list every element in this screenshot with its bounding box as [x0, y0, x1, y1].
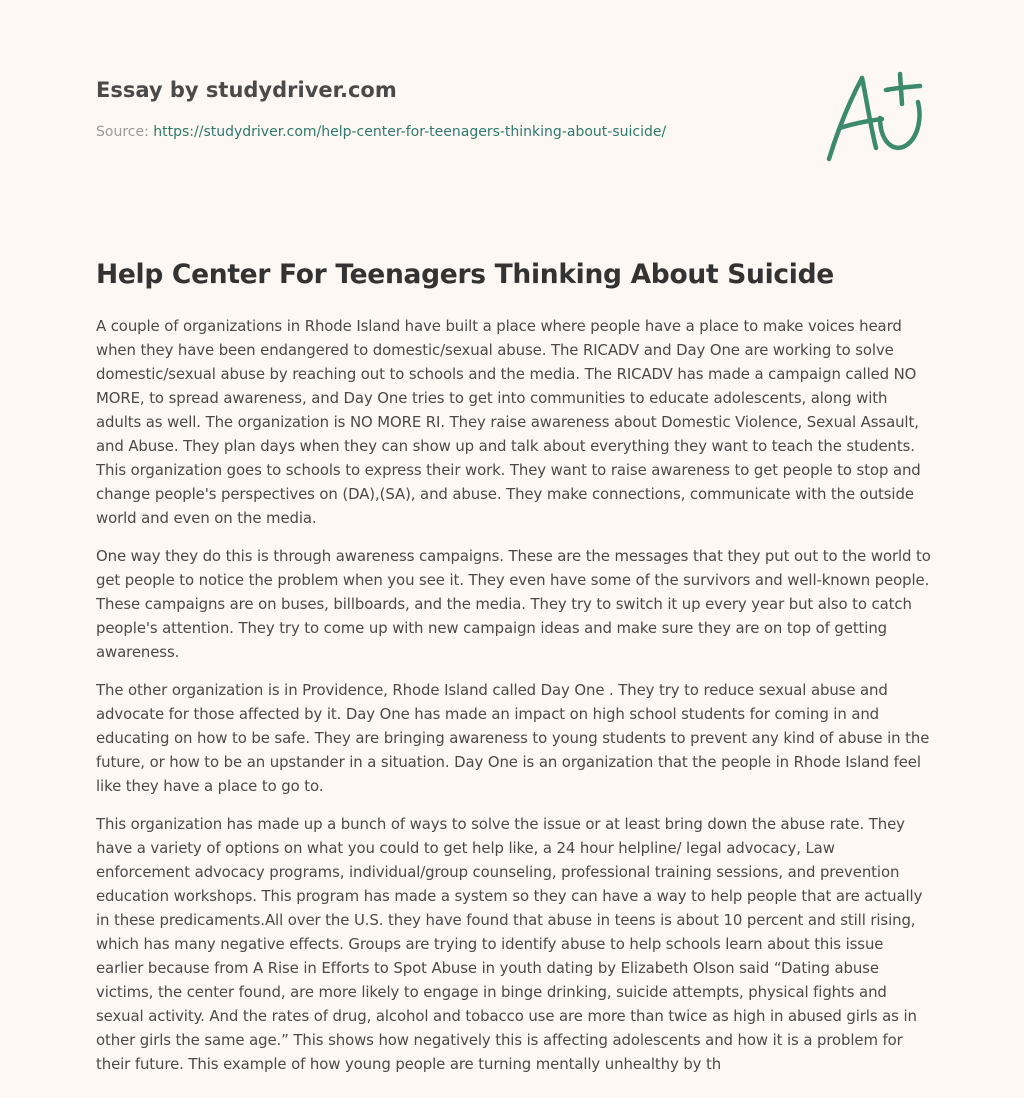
essay-paragraph-1: A couple of organizations in Rhode Island have built a place where people have a place to make voices heard when they have been endangered to domestic/sexual abuse. The RICADV and Day One are working to solve domestic/sexual abuse by reaching out to schools and the media. The RICADV has made a campaign called NO MORE, to spread awareness, and Day One tries to get into communities to educate adolescents, along with adults as well. The organization is NO MORE RI. They raise awareness about Domestic Violence, Sexual Assault, and Abuse. They plan days when they can show up and talk about everything they want to teach the students. This organization goes to schools to express their work. They want to raise awareness to get people to stop and change people's perspectives on (DA),(SA), and abuse. They make connections, communicate with the outside world and even on the media. [96, 317, 921, 527]
essay-body [96, 314, 932, 1090]
essay-paragraph-4: This organization has made up a bunch of ways to solve the issue or at least bring down the abuse rate. They have a variety of options on what you could to get help like, a 24 hour helpline/ legal advocacy, Law enforcement advocacy programs, individual/group counseling, professional training sessions, and prevention education workshops. This program has made a system so they can have a way to help people that are actually in these predicaments.All over the U.S. they have found that abuse in teens is about 10 percent and still rising, which has many negative effects. Groups are trying to identify abuse to help schools learn about this issue earlier because from A Rise in Efforts to Spot Abuse in youth dating by Elizabeth Olson said “Dating abuse victims, the center found, are more likely to engage in binge drinking, suicide attempts, physical fights and sexual activity. And the rates of drug, alcohol and tobacco use are more than twice as high in abused girls as in other girls the same age.” This shows how negatively this is affecting adolescents and how it is a problem for their future. This example of how young people are turning mentally unhealthy by th [96, 815, 923, 1073]
a-plus-logo-graphic [822, 66, 928, 166]
source-label: Source: [96, 124, 149, 140]
source-line [96, 122, 796, 142]
essay-paragraph-2: One way they do this is through awareness campaigns. These are the messages that they put out to the world to get people to notice the problem when you see it. They even have some of the survivors and well-known people. These campaigns are on buses, billboards, and the media. They try to switch it up every year but also to catch people's attention. They try to come up with new campaign ideas and make sure they are on top of getting awareness. [96, 547, 931, 661]
source-link[interactable]: https://studydriver.com/help-center-for-teenagers-thinking-about-suicide/ [153, 124, 667, 140]
essay-header [96, 74, 796, 142]
essay-title: Help Center For Teenagers Thinking About Suicide [96, 259, 834, 290]
a-plus-logo-icon [822, 66, 928, 166]
essay-paragraph-3: The other organization is in Providence, Rhode Island called Day One . They try to reduce sexual abuse and advocate for those affected by it. Day One has made an impact on high school students for coming in and educating on how to be safe. They are bringing awareness to young students to prevent any kind of abuse in the future, or how to be an upstander in a situation. Day One is an organization that the people in Rhode Island feel like they have a place to go to. [96, 681, 930, 795]
site-title: Essay by studydriver.com [96, 78, 397, 102]
